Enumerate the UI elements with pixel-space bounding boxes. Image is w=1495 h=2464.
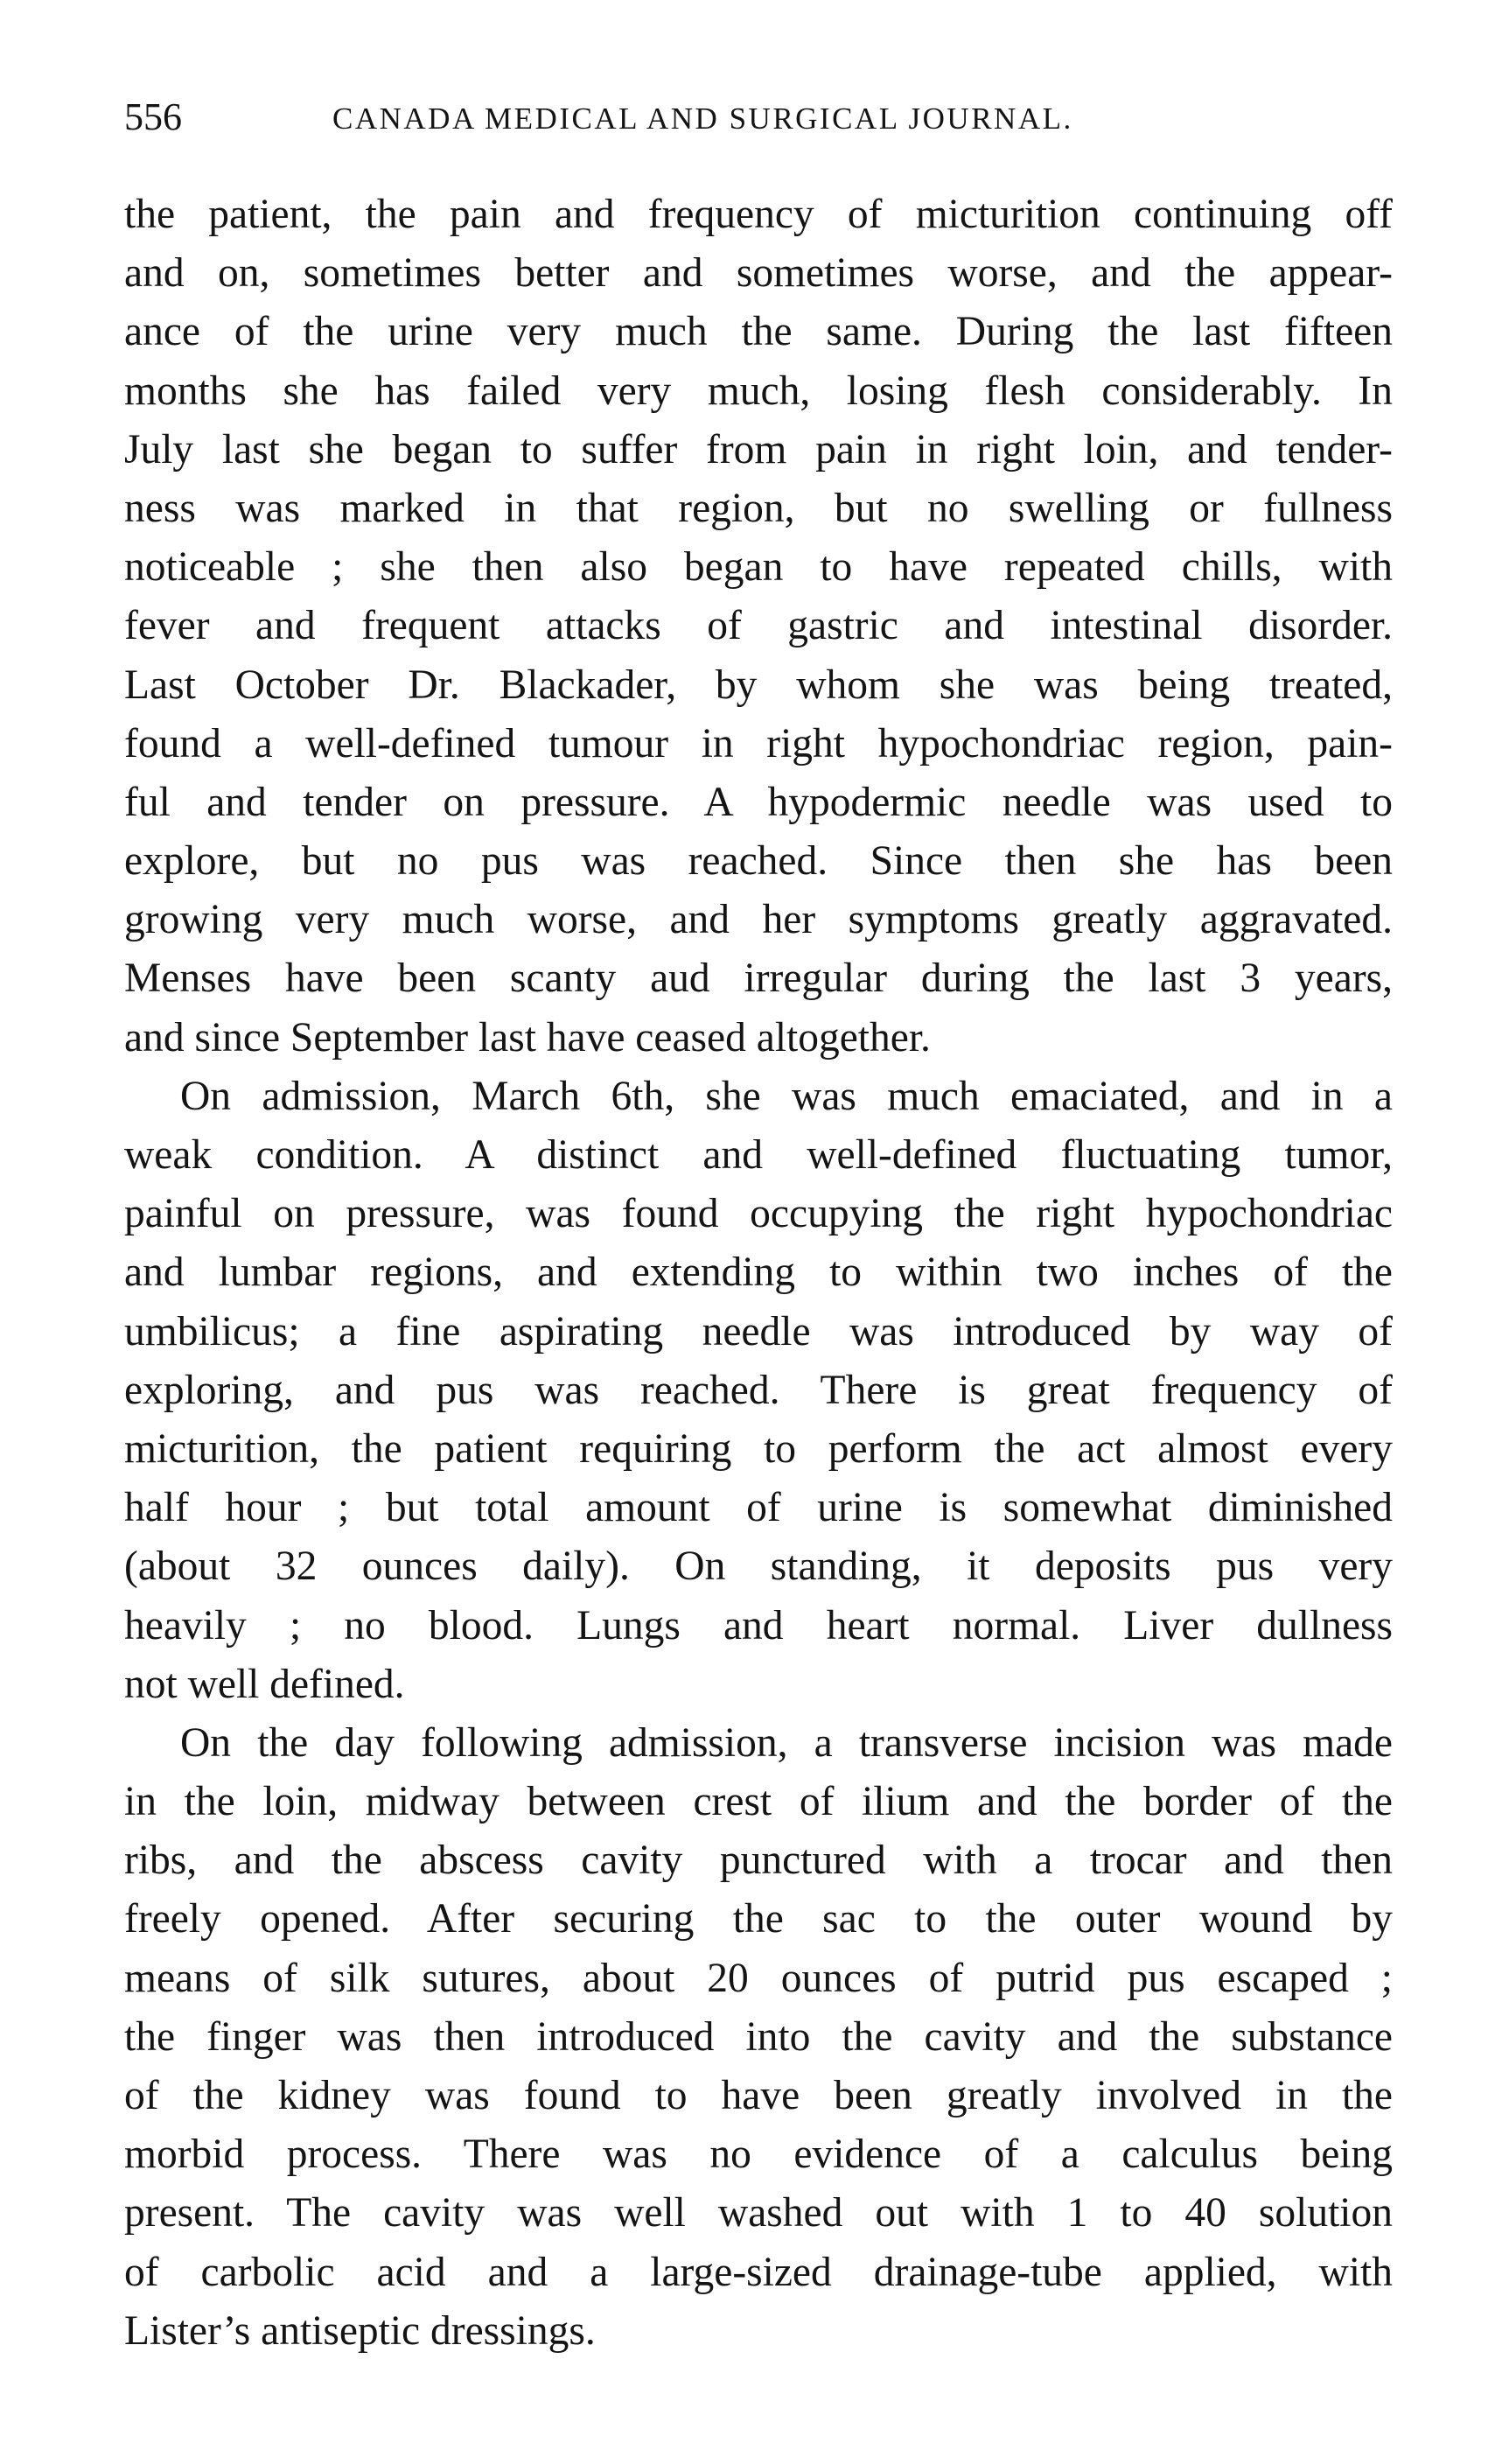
page-number: 556 — [124, 95, 182, 138]
text-line: umbilicus; a fine aspirating needle was introduced by way of — [124, 1308, 1393, 1354]
text-line: weak condition. A distinct and well-defined fluctuating tumor, — [124, 1132, 1393, 1178]
text-line: July last she began to suffer from pain in right loin, and tender- — [124, 426, 1393, 472]
paragraph — [124, 1068, 1393, 1714]
text-line: On admission, March 6th, she was much emaciated, and in a — [180, 1073, 1393, 1119]
text-line: On the day following admission, a transverse incision was made — [180, 1719, 1393, 1766]
text-line: morbid process. There was no evidence of a calculus being — [124, 2132, 1393, 2178]
paragraph — [124, 186, 1393, 1068]
text-line: growing very much worse, and her symptoms greatly aggravated. — [124, 897, 1393, 943]
text-line: exploring, and pus was reached. There is great frequency of — [124, 1367, 1393, 1413]
text-line: of the kidney was found to have been greatly involved in the — [124, 2073, 1393, 2118]
text-line: heavily ; no blood. Lungs and heart normal. Liver dullness — [124, 1602, 1393, 1648]
paragraph — [124, 1714, 1393, 2361]
text-line: not well defined. — [124, 1661, 405, 1707]
running-head: CANADA MEDICAL AND SURGICAL JOURNAL. — [332, 102, 1073, 136]
text-line: fever and frequent attacks of gastric and intestinal disorder. — [124, 603, 1393, 649]
text-line: the patient, the pain and frequency of micturition continuing off — [124, 192, 1393, 237]
text-line: noticeable ; she then also began to have repeated chills, with — [124, 544, 1393, 591]
text-line: Lister’s antiseptic dressings. — [124, 2307, 596, 2354]
text-line: and lumbar regions, and extending to within two inches of the — [124, 1250, 1393, 1296]
text-line: half hour ; but total amount of urine is somewhat diminished — [124, 1485, 1393, 1531]
page-header — [124, 93, 1410, 145]
text-line: ance of the urine very much the same. During the last fifteen — [124, 309, 1393, 355]
text-line: and on, sometimes better and sometimes worse, and the appear- — [124, 250, 1393, 297]
text-line: ribs, and the abscess cavity punctured with a trocar and then — [124, 1838, 1393, 1884]
text-line: ness was marked in that region, but no swelling or fullness — [124, 485, 1393, 531]
text-line: the finger was then introduced into the cavity and the substance — [124, 2013, 1393, 2060]
text-line: and since September last have ceased altogether. — [124, 1014, 931, 1060]
text-line: Menses have been scanty aud irregular during the last 3 years, — [124, 956, 1393, 1002]
text-line: ful and tender on pressure. A hypodermic needle was used to — [124, 779, 1393, 825]
text-line: in the loin, midway between crest of ilium and the border of the — [124, 1779, 1393, 1825]
text-line: means of silk sutures, about 20 ounces of putrid pus escaped ; — [124, 1955, 1393, 2001]
text-line: found a well-defined tumour in right hypochondriac region, pain- — [124, 720, 1393, 766]
text-line: of carbolic acid and a large-sized drainage-tube applied, with — [124, 2249, 1393, 2295]
text-line: Last October Dr. Blackader, by whom she was being treated, — [124, 662, 1393, 708]
text-line: micturition, the patient requiring to perform the act almost every — [124, 1425, 1393, 1472]
text-line: (about 32 ounces daily). On standing, it deposits pus very — [124, 1544, 1393, 1590]
body-text — [124, 186, 1393, 2361]
text-line: months she has failed very much, losing flesh considerably. In — [124, 368, 1393, 414]
text-line: explore, but no pus was reached. Since then she has been — [124, 838, 1393, 885]
text-line: present. The cavity was well washed out with 1 to 40 solution — [124, 2190, 1393, 2236]
text-line: painful on pressure, was found occupying the right hypochondriac — [124, 1191, 1393, 1237]
text-line: freely opened. After securing the sac to the outer wound by — [124, 1896, 1393, 1942]
